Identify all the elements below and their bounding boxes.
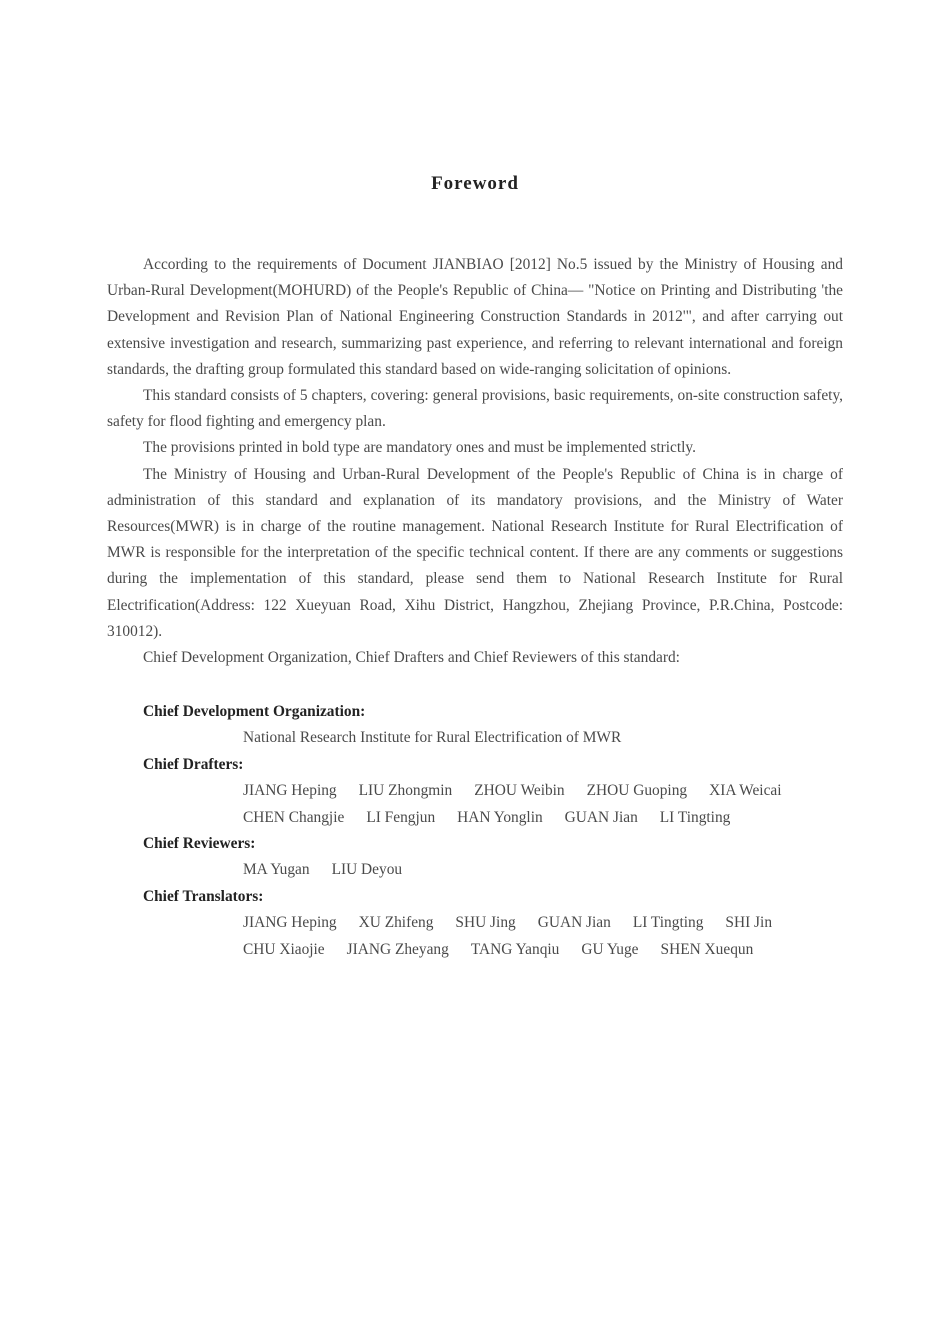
- paragraph-intro: According to the requirements of Document JIANBIAO [2012] No.5 issued by the Ministry of Housing and Urban-Rural Development(MOHURD) of the People's Republic of China— "Notice on Printing and Distributing 'the Development and Revision Plan of National Engineering Construction Standards in 2012'", and after carrying out extensive investigation and research, summarizing past experience, and referring to relevant international and foreign standards, the drafting group formulated this standard based on wide-ranging solicitation of opinions.: [107, 256, 843, 378]
- paragraph-credits-intro: Chief Development Organization, Chief Drafters and Chief Reviewers of this standard:: [143, 649, 680, 667]
- person-name: GUAN Jian: [537, 914, 611, 932]
- name-line: [143, 937, 853, 963]
- person-name: SHEN Xuequn: [660, 940, 754, 958]
- name-line: [143, 805, 853, 831]
- drafters-list: [143, 778, 853, 831]
- credits-section: [143, 699, 853, 963]
- person-name: XU Zhifeng: [358, 914, 434, 932]
- name-line: [143, 778, 853, 804]
- translators-heading: Chief Translators:: [143, 887, 264, 905]
- person-name: JIANG Heping: [243, 782, 337, 800]
- page-title: Foreword: [431, 173, 519, 194]
- organization-list: [143, 725, 853, 751]
- person-name: LI Tingting: [632, 914, 704, 932]
- person-name: LI Fengjun: [366, 808, 436, 826]
- name-line: [143, 857, 853, 883]
- name-line: [143, 910, 853, 936]
- organization-heading: Chief Development Organization:: [143, 703, 366, 720]
- person-name: JIANG Zheyang: [346, 940, 449, 958]
- paragraph-mandatory: The provisions printed in bold type are mandatory ones and must be implemented strictly.: [143, 439, 696, 457]
- person-name: JIANG Heping: [243, 914, 337, 932]
- reviewers-heading: Chief Reviewers:: [143, 835, 256, 853]
- person-name: CHU Xiaojie: [243, 940, 325, 958]
- person-name: GU Yuge: [581, 940, 639, 958]
- drafters-heading: Chief Drafters:: [143, 755, 244, 773]
- person-name: LIU Deyou: [331, 861, 403, 879]
- person-name: XIA Weicai: [709, 782, 782, 800]
- foreword-body: [107, 252, 843, 671]
- person-name: GUAN Jian: [564, 808, 638, 826]
- person-name: SHI Jin: [725, 914, 773, 932]
- person-name: LIU Zhongmin: [358, 782, 453, 800]
- name-line: [143, 725, 853, 751]
- person-name: TANG Yanqiu: [470, 940, 560, 958]
- person-name: CHEN Changjie: [243, 808, 345, 826]
- person-name: ZHOU Guoping: [586, 782, 688, 800]
- translators-list: [143, 910, 853, 963]
- person-name: ZHOU Weibin: [474, 782, 565, 800]
- person-name: LI Tingting: [659, 808, 731, 826]
- person-name: HAN Yonglin: [457, 808, 543, 826]
- paragraph-administration: The Ministry of Housing and Urban-Rural Development of the People's Republic of China is in charge of administration of this standard and explanation of its mandatory provisions, and the Ministry of Water Resources(MWR) is in charge of the routine management. National Research Institute for Rural Electrification of MWR is responsible for the interpretation of the specific technical content. If there are any comments or suggestions during the implementation of this standard, please send them to National Research Institute for Rural Electrification(Address: 122 Xueyuan Road, Xihu District, Hangzhou, Zhejiang Province, P.R.China, Postcode: 310012).: [107, 465, 843, 640]
- person-name: MA Yugan: [243, 861, 310, 879]
- person-name: SHU Jing: [455, 914, 516, 932]
- reviewers-list: [143, 857, 853, 883]
- person-name: National Research Institute for Rural Electrification of MWR: [243, 729, 622, 747]
- paragraph-chapters: This standard consists of 5 chapters, covering: general provisions, basic requirements, on-site construction safety, safety for flood fighting and emergency plan.: [107, 387, 843, 431]
